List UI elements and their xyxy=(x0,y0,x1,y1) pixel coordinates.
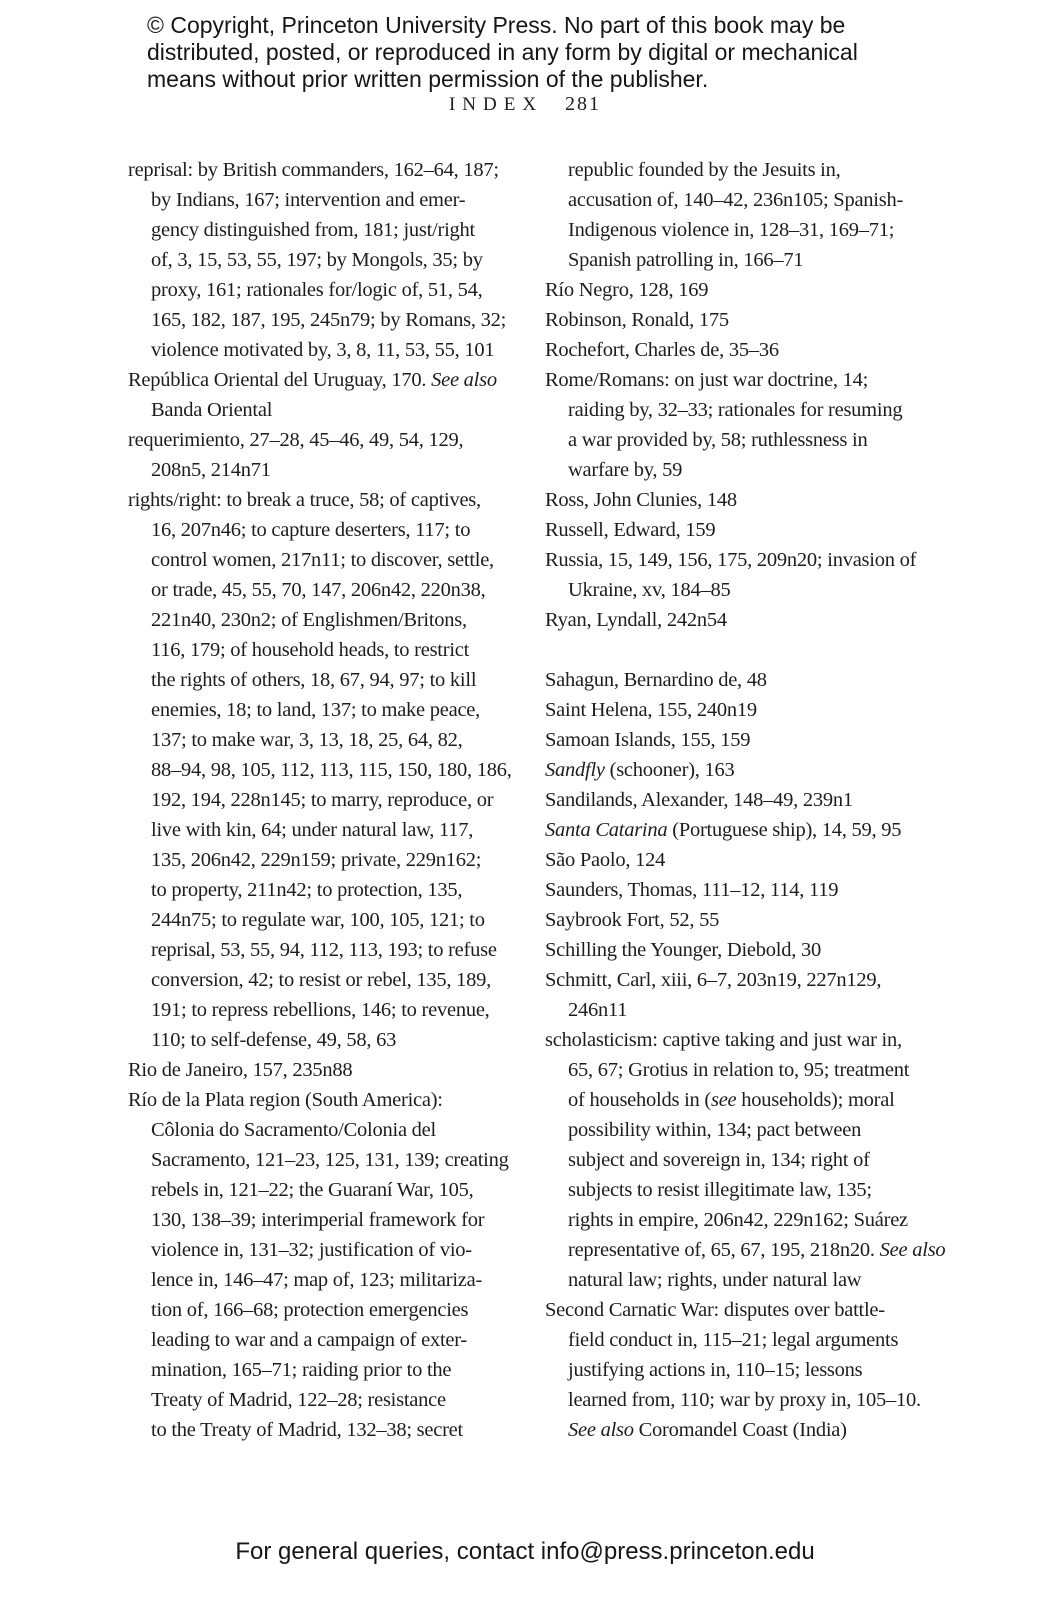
index-continuation-line xyxy=(545,1355,937,1385)
index-text: 65, 67; Grotius in relation to, 95; treatment xyxy=(568,1059,910,1081)
index-entry-line xyxy=(545,935,937,965)
index-text: violence motivated by, 3, 8, 11, 53, 55, 101 xyxy=(151,339,495,361)
index-text: Saunders, Thomas, 111–12, 114, 119 xyxy=(545,879,839,901)
index-text: Treaty of Madrid, 122–28; resistance xyxy=(151,1389,446,1411)
index-left-column xyxy=(128,155,510,1445)
index-text: Ukraine, xv, 184–85 xyxy=(568,579,731,601)
index-text: field conduct in, 115–21; legal arguments xyxy=(568,1329,899,1351)
index-text: natural law; rights, under natural law xyxy=(568,1269,862,1291)
index-text: Sandilands, Alexander, 148–49, 239n1 xyxy=(545,789,853,811)
index-text: Ross, John Clunies, 148 xyxy=(545,489,737,511)
index-text: 246n11 xyxy=(568,999,628,1021)
section-gap xyxy=(545,635,937,665)
index-text: mination, 165–71; raiding prior to the xyxy=(151,1359,452,1381)
index-text: Rochefort, Charles de, 35–36 xyxy=(545,339,779,361)
index-text: a war provided by, 58; ruthlessness in xyxy=(568,429,868,451)
index-text: warfare by, 59 xyxy=(568,459,683,481)
index-text: Coromandel Coast (India) xyxy=(633,1419,847,1441)
index-continuation-line xyxy=(545,1385,937,1415)
index-continuation-line xyxy=(128,1205,510,1235)
index-text: Second Carnatic War: disputes over battle- xyxy=(545,1299,885,1321)
index-text: or trade, 45, 55, 70, 147, 206n42, 220n38, xyxy=(151,579,486,601)
index-continuation-line xyxy=(128,1025,510,1055)
index-text: Sahagun, Bernardino de, 48 xyxy=(545,669,767,691)
index-entry-line xyxy=(545,305,937,335)
index-text: learned from, 110; war by proxy in, 105–10. xyxy=(568,1389,921,1411)
index-entry-line xyxy=(128,1085,510,1115)
index-text: control women, 217n11; to discover, settle, xyxy=(151,549,494,571)
index-text: Río Negro, 128, 169 xyxy=(545,279,709,301)
index-text: 221n40, 230n2; of Englishmen/Britons, xyxy=(151,609,467,631)
index-text: 110; to self-defense, 49, 58, 63 xyxy=(151,1029,397,1051)
index-entry-line xyxy=(128,1055,510,1085)
index-entry-line xyxy=(545,365,937,395)
copyright-line: distributed, posted, or reproduced in any form by digital or mechanical xyxy=(147,39,858,65)
index-text: 135, 206n42, 229n159; private, 229n162; xyxy=(151,849,482,871)
index-entry-line xyxy=(545,1295,937,1325)
index-text: 88–94, 98, 105, 112, 113, 115, 150, 180, 186, xyxy=(151,759,512,781)
index-text: Russia, 15, 149, 156, 175, 209n20; invasion of xyxy=(545,549,917,571)
index-entry-line xyxy=(128,485,510,515)
index-continuation-line xyxy=(128,635,510,665)
index-entry-line xyxy=(545,665,937,695)
index-entry-line xyxy=(545,605,937,635)
index-text: 192, 194, 228n145; to marry, reproduce, or xyxy=(151,789,494,811)
index-continuation-line xyxy=(545,1415,937,1445)
index-text: 244n75; to regulate war, 100, 105, 121; to xyxy=(151,909,485,931)
index-continuation-line xyxy=(128,1265,510,1295)
index-continuation-line xyxy=(128,665,510,695)
index-text: to the Treaty of Madrid, 132–38; secret xyxy=(151,1419,463,1441)
index-entry-line xyxy=(545,1025,937,1055)
index-text: conversion, 42; to resist or rebel, 135, 189, xyxy=(151,969,492,991)
index-continuation-line xyxy=(128,1145,510,1175)
index-text: Río de la Plata region (South America): xyxy=(128,1089,443,1111)
index-continuation-line xyxy=(128,275,510,305)
index-text: 16, 207n46; to capture deserters, 117; to xyxy=(151,519,471,541)
index-text: Rome/Romans: on just war doctrine, 14; xyxy=(545,369,869,391)
index-text: requerimiento, 27–28, 45–46, 49, 54, 129, xyxy=(128,429,464,451)
index-continuation-line xyxy=(128,815,510,845)
index-text: by Indians, 167; intervention and emer- xyxy=(151,189,466,211)
index-continuation-line xyxy=(128,1415,510,1445)
index-entry-line xyxy=(545,905,937,935)
index-continuation-line xyxy=(545,1175,937,1205)
index-text: gency distinguished from, 181; just/right xyxy=(151,219,475,241)
index-continuation-line xyxy=(545,1055,937,1085)
index-entry-line xyxy=(545,485,937,515)
cross-reference-text: see xyxy=(710,1089,737,1111)
index-text: possibility within, 134; pact between xyxy=(568,1119,862,1141)
index-continuation-line xyxy=(128,695,510,725)
index-continuation-line xyxy=(128,245,510,275)
index-text: (schooner), 163 xyxy=(604,759,735,781)
cross-reference-text: See also xyxy=(431,369,497,391)
running-head xyxy=(0,93,1050,116)
index-continuation-line xyxy=(545,575,937,605)
index-text: Schmitt, Carl, xiii, 6–7, 203n19, 227n129, xyxy=(545,969,882,991)
index-continuation-line xyxy=(128,1385,510,1415)
index-continuation-line xyxy=(545,1235,946,1265)
index-text: households); moral xyxy=(736,1089,895,1111)
index-text: Ryan, Lyndall, 242n54 xyxy=(545,609,727,631)
index-continuation-line xyxy=(128,755,510,785)
copyright-line: means without prior written permission of the publisher. xyxy=(147,66,709,92)
index-continuation-line xyxy=(545,995,937,1025)
index-continuation-line xyxy=(545,215,937,245)
copyright-notice xyxy=(147,12,858,93)
index-entry-line xyxy=(545,545,937,575)
index-text: 191; to repress rebellions, 146; to revenue, xyxy=(151,999,490,1021)
index-text: (Portuguese ship), 14, 59, 95 xyxy=(667,819,902,841)
index-continuation-line xyxy=(128,1235,510,1265)
cross-reference-text: Santa Catarina xyxy=(545,819,668,841)
index-entry-line xyxy=(545,785,937,815)
index-text: Robinson, Ronald, 175 xyxy=(545,309,729,331)
index-continuation-line xyxy=(128,1295,510,1325)
index-text: Saint Helena, 155, 240n19 xyxy=(545,699,757,721)
index-continuation-line xyxy=(128,185,510,215)
index-text: tion of, 166–68; protection emergencies xyxy=(151,1299,469,1321)
index-entry-line xyxy=(545,965,937,995)
index-text: scholasticism: captive taking and just war in, xyxy=(545,1029,902,1051)
index-continuation-line xyxy=(545,395,937,425)
index-continuation-line xyxy=(128,335,510,365)
index-entry-line xyxy=(128,365,510,395)
copyright-line: © Copyright, Princeton University Press. No part of this book may be xyxy=(147,12,846,38)
index-text: Indigenous violence in, 128–31, 169–71; xyxy=(568,219,895,241)
index-continuation-line xyxy=(128,575,510,605)
index-continuation-line xyxy=(545,425,937,455)
index-continuation-line xyxy=(545,1325,937,1355)
index-continuation-line xyxy=(128,605,510,635)
index-entry-line xyxy=(545,335,937,365)
index-text: lence in, 146–47; map of, 123; militariza- xyxy=(151,1269,483,1291)
index-text: Côlonia do Sacramento/Colonia del xyxy=(151,1119,436,1141)
index-continuation-line xyxy=(128,1115,510,1145)
index-continuation-line xyxy=(128,845,510,875)
index-text: Russell, Edward, 159 xyxy=(545,519,716,541)
index-text: subjects to resist illegitimate law, 135; xyxy=(568,1179,872,1201)
index-continuation-line xyxy=(128,1175,510,1205)
index-text: Banda Oriental xyxy=(151,399,273,421)
index-text: the rights of others, 18, 67, 94, 97; to kill xyxy=(151,669,477,691)
index-text: of households in ( xyxy=(568,1089,711,1111)
index-text: reprisal, 53, 55, 94, 112, 113, 193; to refuse xyxy=(151,939,497,961)
index-text: Samoan Islands, 155, 159 xyxy=(545,729,751,751)
index-entry-line xyxy=(128,425,510,455)
cross-reference-text: See also xyxy=(879,1239,946,1261)
index-text: Spanish patrolling in, 166–71 xyxy=(568,249,804,271)
index-continuation-line xyxy=(128,875,510,905)
index-text: 137; to make war, 3, 13, 18, 25, 64, 82, xyxy=(151,729,463,751)
index-continuation-line xyxy=(128,455,510,485)
index-text: representative of, 65, 67, 195, 218n20. xyxy=(568,1239,880,1261)
index-continuation-line xyxy=(545,1265,937,1295)
index-text: leading to war and a campaign of exter- xyxy=(151,1329,467,1351)
index-text: Schilling the Younger, Diebold, 30 xyxy=(545,939,821,961)
index-text: 165, 182, 187, 195, 245n79; by Romans, 32; xyxy=(151,309,507,331)
index-text: live with kin, 64; under natural law, 117, xyxy=(151,819,474,841)
index-text: to property, 211n42; to protection, 135, xyxy=(151,879,463,901)
index-continuation-line xyxy=(128,995,510,1025)
cross-reference-text: Sandfly xyxy=(545,759,605,781)
index-text: republic founded by the Jesuits in, xyxy=(568,159,841,181)
index-continuation-line xyxy=(128,1325,510,1355)
index-continuation-line xyxy=(128,515,510,545)
index-entry-line xyxy=(545,815,937,845)
index-text: 116, 179; of household heads, to restrict xyxy=(151,639,470,661)
cross-reference-text: See also xyxy=(568,1419,634,1441)
index-text: Saybrook Fort, 52, 55 xyxy=(545,909,720,931)
index-text: 130, 138–39; interimperial framework for xyxy=(151,1209,485,1231)
index-continuation-line xyxy=(128,305,510,335)
index-continuation-line xyxy=(128,785,510,815)
index-text: São Paolo, 124 xyxy=(545,849,666,871)
index-continuation-line xyxy=(545,1205,937,1235)
index-text: violence in, 131–32; justification of vio- xyxy=(151,1239,472,1261)
index-continuation-line xyxy=(128,215,510,245)
index-text: raiding by, 32–33; rationales for resuming xyxy=(568,399,903,421)
index-text: proxy, 161; rationales for/logic of, 51, 54, xyxy=(151,279,483,301)
index-entry-line xyxy=(545,755,937,785)
index-entry-line xyxy=(545,695,937,725)
index-text: Sacramento, 121–23, 125, 131, 139; creating xyxy=(151,1149,509,1171)
index-text: justifying actions in, 110–15; lessons xyxy=(568,1359,863,1381)
index-continuation-line xyxy=(128,1355,510,1385)
index-continuation-line xyxy=(545,185,937,215)
index-entry-line xyxy=(545,875,937,905)
index-entry-line xyxy=(545,275,937,305)
index-text: enemies, 18; to land, 137; to make peace, xyxy=(151,699,481,721)
index-text: accusation of, 140–42, 236n105; Spanish- xyxy=(568,189,904,211)
index-continuation-line xyxy=(128,545,510,575)
index-text: rights in empire, 206n42, 229n162; Suárez xyxy=(568,1209,908,1231)
index-columns xyxy=(128,155,946,1445)
index-entry-line xyxy=(545,725,937,755)
index-continuation-line xyxy=(128,905,510,935)
page-number: 281 xyxy=(565,93,602,115)
index-continuation-line xyxy=(128,935,510,965)
index-continuation-line xyxy=(545,1145,937,1175)
index-text: República Oriental del Uruguay, 170. xyxy=(128,369,432,391)
index-text: of, 3, 15, 53, 55, 197; by Mongols, 35; by xyxy=(151,249,483,271)
index-continuation-line xyxy=(545,455,937,485)
index-continuation-line xyxy=(545,245,937,275)
index-entry-line xyxy=(545,515,937,545)
index-text: rebels in, 121–22; the Guaraní War, 105, xyxy=(151,1179,474,1201)
index-text: subject and sovereign in, 134; right of xyxy=(568,1149,870,1171)
index-text: reprisal: by British commanders, 162–64, 187; xyxy=(128,159,499,181)
index-entry-line xyxy=(545,845,937,875)
index-right-column xyxy=(545,155,946,1445)
index-continuation-line xyxy=(545,1085,937,1115)
index-entry-line xyxy=(128,155,510,185)
index-title: INDEX xyxy=(448,94,544,115)
footer-contact: For general queries, contact info@press.princeton.edu xyxy=(235,1538,815,1565)
index-text: rights/right: to break a truce, 58; of captives, xyxy=(128,489,481,511)
index-continuation-line xyxy=(128,725,510,755)
index-text: Rio de Janeiro, 157, 235n88 xyxy=(128,1059,353,1081)
index-continuation-line xyxy=(545,155,937,185)
index-continuation-line xyxy=(545,1115,937,1145)
index-continuation-line xyxy=(128,965,510,995)
index-continuation-line xyxy=(128,395,510,425)
index-text: 208n5, 214n71 xyxy=(151,459,271,481)
